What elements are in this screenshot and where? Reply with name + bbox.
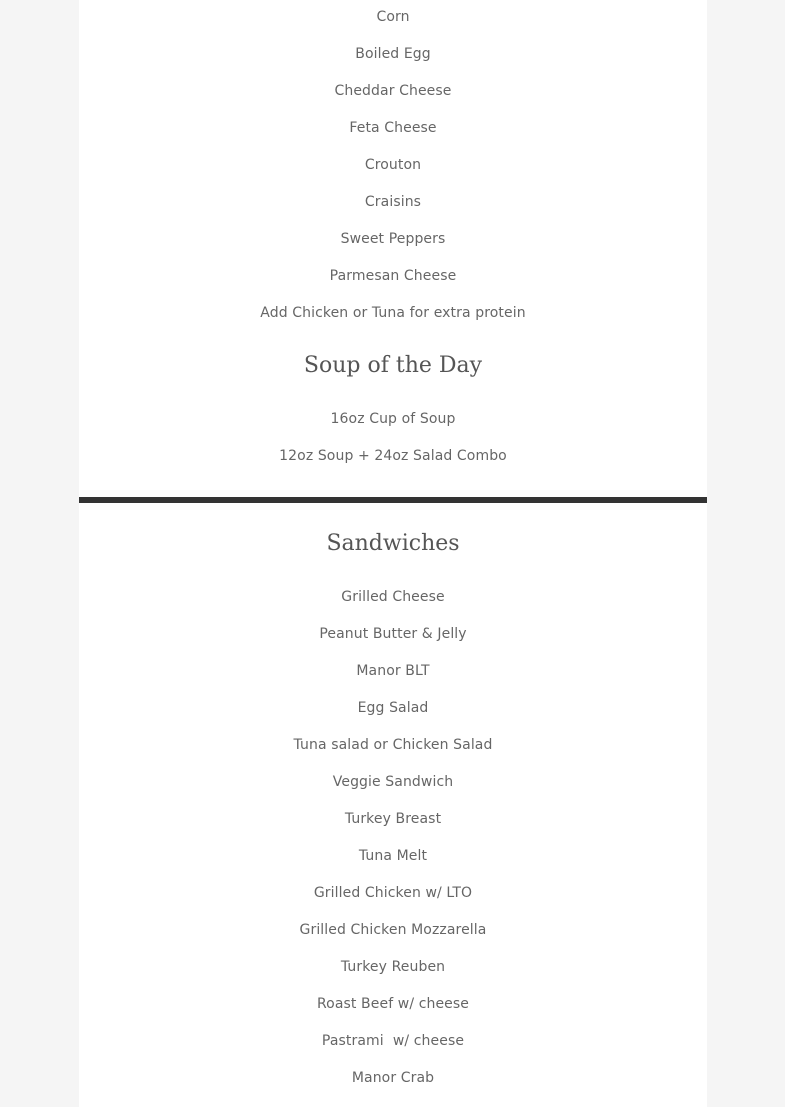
menu-item: Boiled Egg xyxy=(355,46,431,62)
menu-item: Roast Beef w/ cheese xyxy=(316,996,469,1012)
menu-item: Cheddar Cheese xyxy=(334,83,452,99)
menu-item: Grilled Chicken Mozzarella xyxy=(299,922,487,938)
menu-item: Pastrami w/ cheese xyxy=(321,1033,465,1049)
menu-item: Manor Crab xyxy=(351,1070,435,1086)
menu-item: Tuna salad or Chicken Salad xyxy=(293,737,493,753)
menu-item: 16oz Cup of Soup xyxy=(330,411,456,427)
menu-item: Crouton xyxy=(364,157,422,173)
menu-item: Corn xyxy=(376,9,410,25)
menu-panel-salads-soup xyxy=(79,0,707,497)
menu-item: Sweet Peppers xyxy=(340,231,446,247)
menu-item: Egg Salad xyxy=(357,700,429,716)
menu-item: Parmesan Cheese xyxy=(329,268,457,284)
menu-item: Grilled Cheese xyxy=(341,589,445,605)
menu-item: Manor BLT xyxy=(356,663,430,679)
menu-panel-sandwiches xyxy=(79,503,707,1107)
menu-item: Veggie Sandwich xyxy=(332,774,454,790)
menu-item: 12oz Soup + 24oz Salad Combo xyxy=(279,448,507,464)
menu-item: Peanut Butter & Jelly xyxy=(319,626,467,642)
menu-item: Add Chicken or Tuna for extra protein xyxy=(260,305,526,321)
section-heading-sandwiches: Sandwiches xyxy=(326,531,460,556)
menu-item: Tuna Melt xyxy=(358,848,428,864)
section-heading-soup: Soup of the Day xyxy=(303,353,483,378)
menu-item: Feta Cheese xyxy=(349,120,437,136)
menu-item: Craisins xyxy=(364,194,422,210)
menu-item: Turkey Reuben xyxy=(340,959,446,975)
menu-item: Turkey Breast xyxy=(344,811,442,827)
menu-item: Grilled Chicken w/ LTO xyxy=(313,885,473,901)
